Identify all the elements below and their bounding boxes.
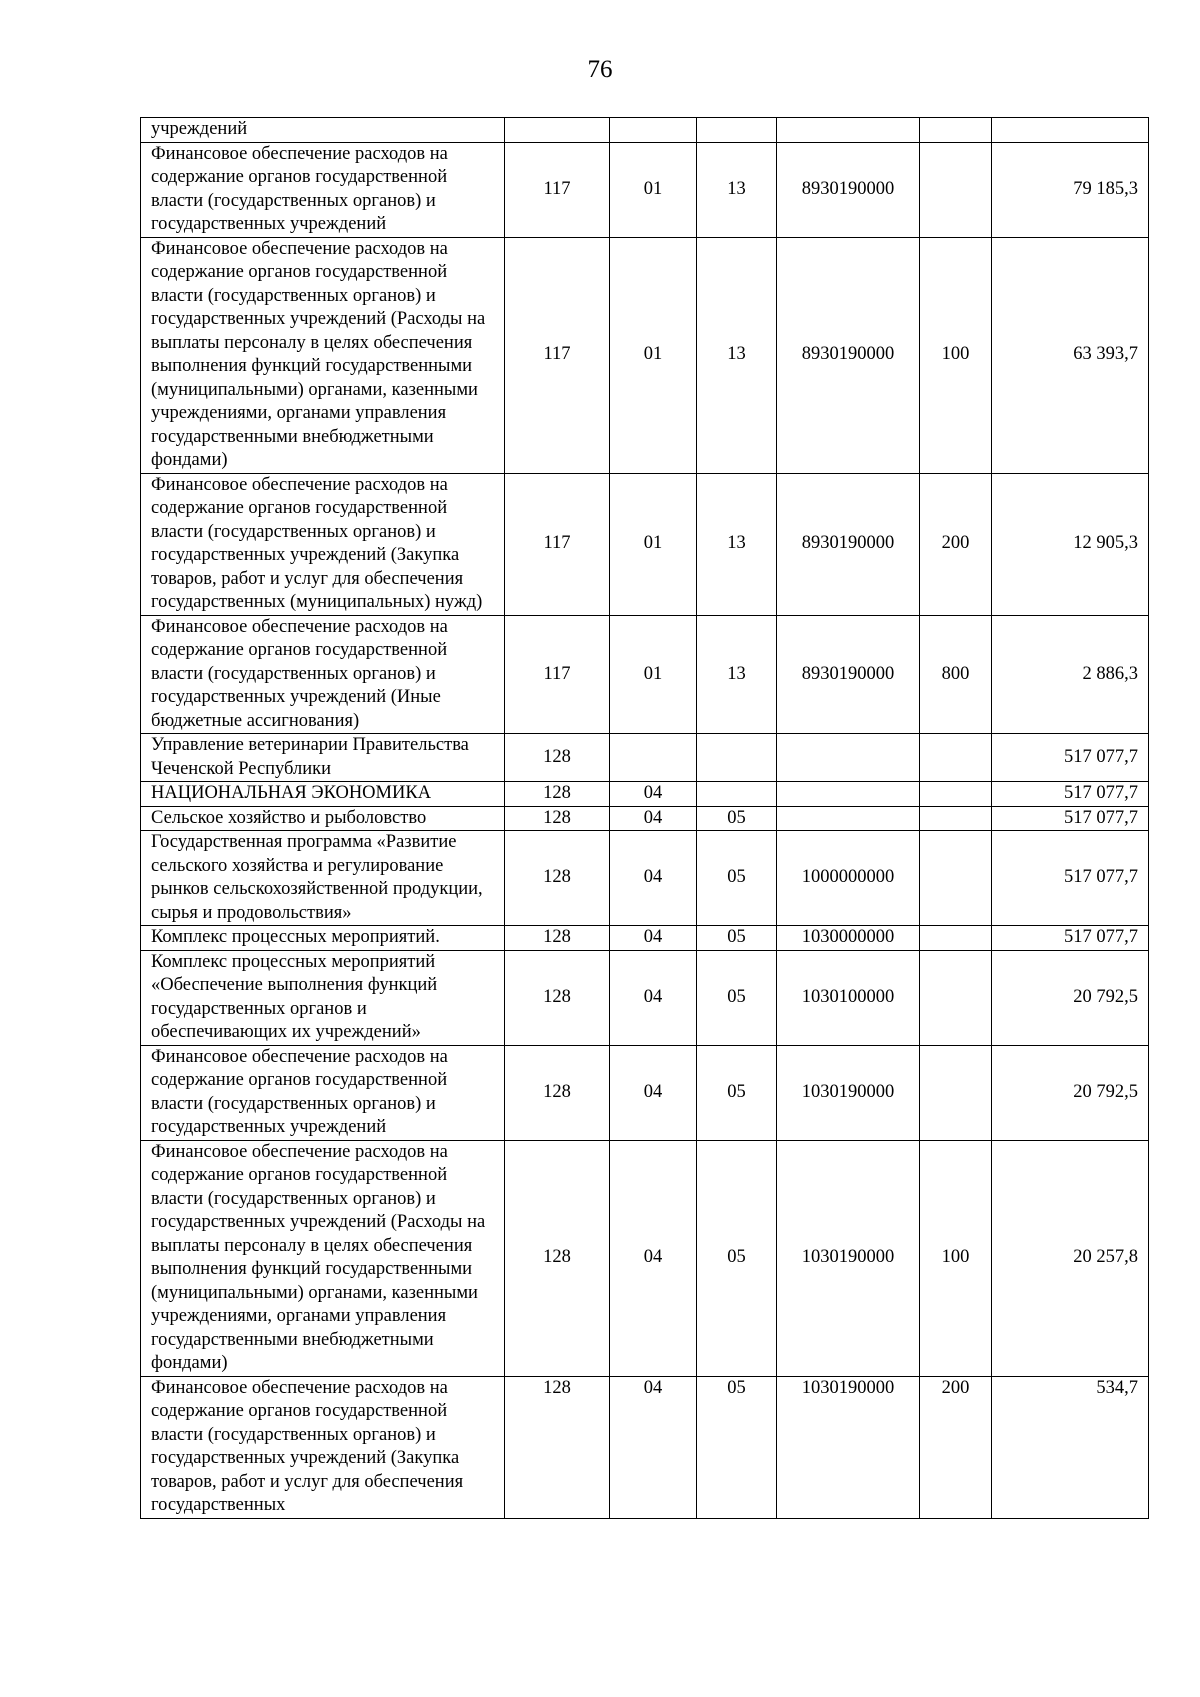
expense-type-cell xyxy=(920,806,992,831)
amount-cell: 517 077,7 xyxy=(992,806,1149,831)
subsection-code-cell: 05 xyxy=(697,950,777,1045)
target-article-cell: 8930190000 xyxy=(777,237,920,473)
name-cell: Финансовое обеспечение расходов на содержание органов государственной власти (государственных органов) и государственных учреждений xyxy=(141,1045,505,1140)
ministry-code-cell: 128 xyxy=(505,1045,610,1140)
table-row xyxy=(141,142,1149,237)
name-cell: Финансовое обеспечение расходов на содержание органов государственной власти (государственных органов) и государственных учреждений (Расходы на выплаты персоналу в целях обеспечения выполнения функций государственными (муниципальными) органами, казенными учреждениями, органами управления государственными внебюджетными фондами) xyxy=(141,237,505,473)
ministry-code-cell: 128 xyxy=(505,782,610,807)
expense-type-cell xyxy=(920,142,992,237)
amount-cell: 12 905,3 xyxy=(992,473,1149,615)
table-row xyxy=(141,1376,1149,1518)
name-cell: Государственная программа «Развитие сельского хозяйства и регулирование рынков сельскохозяйственной продукции, сырья и продовольствия» xyxy=(141,831,505,926)
name-cell: Финансовое обеспечение расходов на содержание органов государственной власти (государственных органов) и государственных учреждений (Закупка товаров, работ и услуг для обеспечения государственных (муниципальных) нужд) xyxy=(141,473,505,615)
subsection-code-cell xyxy=(697,734,777,782)
expense-type-cell xyxy=(920,734,992,782)
amount-cell: 2 886,3 xyxy=(992,615,1149,734)
target-article-cell: 1030000000 xyxy=(777,926,920,951)
ministry-code-cell: 128 xyxy=(505,831,610,926)
subsection-code-cell: 05 xyxy=(697,1045,777,1140)
ministry-code-cell: 117 xyxy=(505,473,610,615)
subsection-code-cell xyxy=(697,782,777,807)
amount-cell: 534,7 xyxy=(992,1376,1149,1518)
expense-type-cell: 200 xyxy=(920,1376,992,1518)
ministry-code-cell: 128 xyxy=(505,950,610,1045)
target-article-cell: 1000000000 xyxy=(777,831,920,926)
section-code-cell: 04 xyxy=(610,926,697,951)
table-row xyxy=(141,118,1149,143)
name-cell: Финансовое обеспечение расходов на содержание органов государственной власти (государственных органов) и государственных учреждений (Расходы на выплаты персоналу в целях обеспечения выполнения функций государственными (муниципальными) органами, казенными учреждениями, органами управления государственными внебюджетными фондами) xyxy=(141,1140,505,1376)
table-row xyxy=(141,1140,1149,1376)
section-code-cell: 04 xyxy=(610,831,697,926)
amount-cell xyxy=(992,118,1149,143)
ministry-code-cell: 117 xyxy=(505,237,610,473)
section-code-cell: 01 xyxy=(610,615,697,734)
subsection-code-cell: 05 xyxy=(697,926,777,951)
target-article-cell: 8930190000 xyxy=(777,473,920,615)
ministry-code-cell: 117 xyxy=(505,142,610,237)
subsection-code-cell: 05 xyxy=(697,831,777,926)
expense-type-cell xyxy=(920,831,992,926)
expense-type-cell xyxy=(920,926,992,951)
subsection-code-cell: 13 xyxy=(697,615,777,734)
amount-cell: 517 077,7 xyxy=(992,926,1149,951)
section-code-cell xyxy=(610,734,697,782)
name-cell: Финансовое обеспечение расходов на содержание органов государственной власти (государственных органов) и государственных учреждений xyxy=(141,142,505,237)
section-code-cell: 04 xyxy=(610,1045,697,1140)
subsection-code-cell: 13 xyxy=(697,473,777,615)
subsection-code-cell: 05 xyxy=(697,806,777,831)
target-article-cell xyxy=(777,782,920,807)
amount-cell: 20 792,5 xyxy=(992,1045,1149,1140)
subsection-code-cell: 05 xyxy=(697,1376,777,1518)
section-code-cell: 01 xyxy=(610,237,697,473)
expense-type-cell xyxy=(920,782,992,807)
section-code-cell: 01 xyxy=(610,142,697,237)
target-article-cell xyxy=(777,118,920,143)
target-article-cell xyxy=(777,734,920,782)
target-article-cell: 1030190000 xyxy=(777,1045,920,1140)
ministry-code-cell: 128 xyxy=(505,1376,610,1518)
section-code-cell: 04 xyxy=(610,806,697,831)
target-article-cell: 8930190000 xyxy=(777,142,920,237)
ministry-code-cell xyxy=(505,118,610,143)
budget-table xyxy=(140,117,1149,1519)
table-row xyxy=(141,1045,1149,1140)
table-row xyxy=(141,237,1149,473)
section-code-cell: 04 xyxy=(610,782,697,807)
name-cell: Финансовое обеспечение расходов на содержание органов государственной власти (государственных органов) и государственных учреждений (Иные бюджетные ассигнования) xyxy=(141,615,505,734)
amount-cell: 517 077,7 xyxy=(992,782,1149,807)
table-row xyxy=(141,615,1149,734)
name-cell: Комплекс процессных мероприятий. xyxy=(141,926,505,951)
expense-type-cell xyxy=(920,1045,992,1140)
name-cell: Сельское хозяйство и рыболовство xyxy=(141,806,505,831)
target-article-cell: 1030190000 xyxy=(777,1376,920,1518)
section-code-cell xyxy=(610,118,697,143)
subsection-code-cell: 13 xyxy=(697,142,777,237)
target-article-cell: 1030100000 xyxy=(777,950,920,1045)
target-article-cell xyxy=(777,806,920,831)
table-row xyxy=(141,473,1149,615)
section-code-cell: 04 xyxy=(610,1140,697,1376)
expense-type-cell: 800 xyxy=(920,615,992,734)
expense-type-cell: 100 xyxy=(920,1140,992,1376)
subsection-code-cell: 05 xyxy=(697,1140,777,1376)
ministry-code-cell: 128 xyxy=(505,1140,610,1376)
budget-table-body xyxy=(141,118,1149,1519)
expense-type-cell: 200 xyxy=(920,473,992,615)
amount-cell: 20 257,8 xyxy=(992,1140,1149,1376)
section-code-cell: 04 xyxy=(610,1376,697,1518)
table-row xyxy=(141,926,1149,951)
amount-cell: 79 185,3 xyxy=(992,142,1149,237)
name-cell: учреждений xyxy=(141,118,505,143)
table-row xyxy=(141,950,1149,1045)
expense-type-cell xyxy=(920,118,992,143)
table-row xyxy=(141,806,1149,831)
expense-type-cell xyxy=(920,950,992,1045)
section-code-cell: 04 xyxy=(610,950,697,1045)
ministry-code-cell: 128 xyxy=(505,734,610,782)
name-cell: Комплекс процессных мероприятий «Обеспечение выполнения функций государственных органов и обеспечивающих их учреждений» xyxy=(141,950,505,1045)
name-cell: Управление ветеринарии Правительства Чеченской Республики xyxy=(141,734,505,782)
name-cell: Финансовое обеспечение расходов на содержание органов государственной власти (государственных органов) и государственных учреждений (Закупка товаров, работ и услуг для обеспечения государственных xyxy=(141,1376,505,1518)
ministry-code-cell: 128 xyxy=(505,926,610,951)
amount-cell: 63 393,7 xyxy=(992,237,1149,473)
ministry-code-cell: 117 xyxy=(505,615,610,734)
target-article-cell: 1030190000 xyxy=(777,1140,920,1376)
subsection-code-cell: 13 xyxy=(697,237,777,473)
amount-cell: 517 077,7 xyxy=(992,734,1149,782)
subsection-code-cell xyxy=(697,118,777,143)
expense-type-cell: 100 xyxy=(920,237,992,473)
table-row xyxy=(141,831,1149,926)
amount-cell: 517 077,7 xyxy=(992,831,1149,926)
section-code-cell: 01 xyxy=(610,473,697,615)
target-article-cell: 8930190000 xyxy=(777,615,920,734)
ministry-code-cell: 128 xyxy=(505,806,610,831)
page-number: 76 xyxy=(587,56,613,83)
name-cell: НАЦИОНАЛЬНАЯ ЭКОНОМИКА xyxy=(141,782,505,807)
table-row xyxy=(141,782,1149,807)
table-row xyxy=(141,734,1149,782)
amount-cell: 20 792,5 xyxy=(992,950,1149,1045)
